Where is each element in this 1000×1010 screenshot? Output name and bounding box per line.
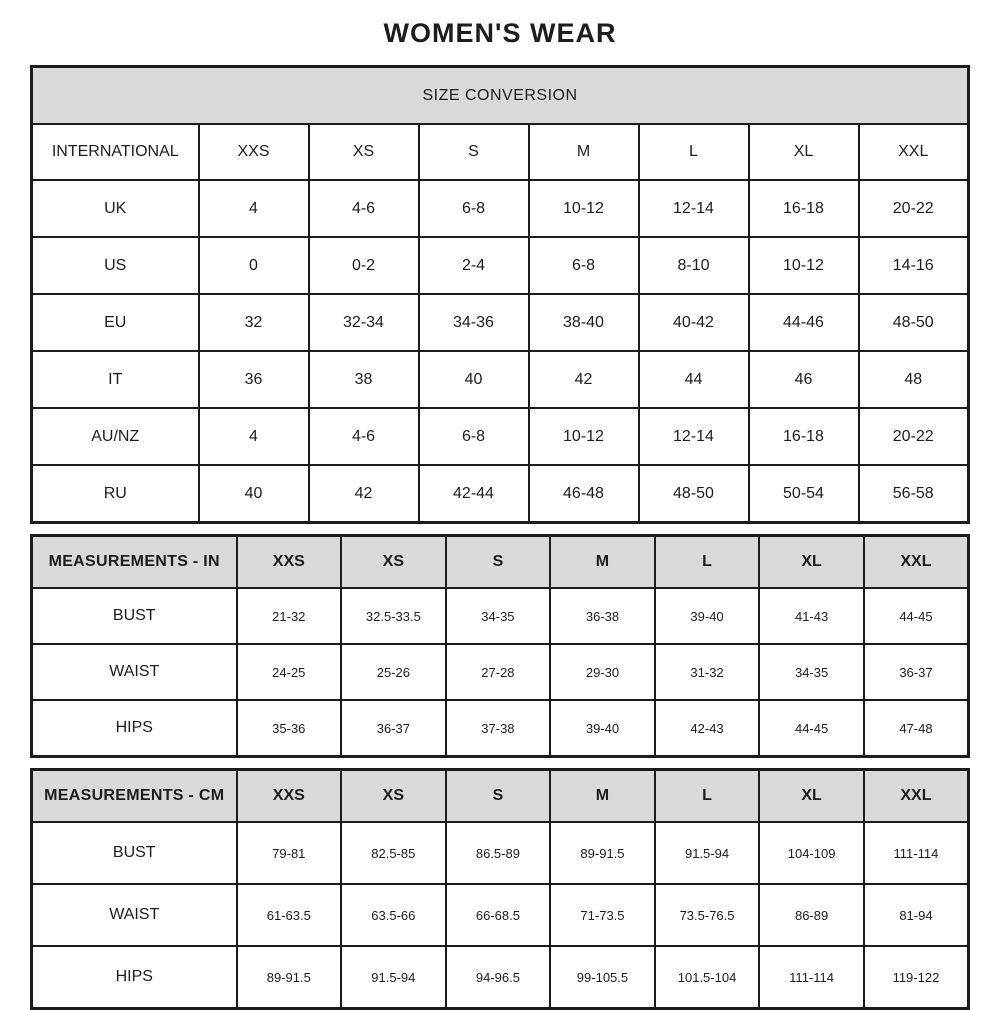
value-cell: 34-35 bbox=[446, 588, 551, 644]
measurements-in-title: MEASUREMENTS - IN bbox=[32, 536, 237, 589]
value-cell: 0 bbox=[199, 237, 309, 294]
value-cell: 6-8 bbox=[419, 180, 529, 237]
value-cell: 32 bbox=[199, 294, 309, 351]
row-label: EU bbox=[32, 294, 199, 351]
value-cell: 47-48 bbox=[864, 700, 969, 757]
row-label: WAIST bbox=[32, 884, 237, 946]
value-cell: 14-16 bbox=[859, 237, 969, 294]
value-cell: 39-40 bbox=[550, 700, 655, 757]
row-label: HIPS bbox=[32, 700, 237, 757]
measurements-in-header-row bbox=[32, 536, 969, 589]
size-header: XXL bbox=[864, 770, 969, 823]
size-header: M bbox=[550, 536, 655, 589]
value-cell: 31-32 bbox=[655, 644, 760, 700]
value-cell: 61-63.5 bbox=[237, 884, 342, 946]
value-cell: 42 bbox=[529, 351, 639, 408]
value-cell: 79-81 bbox=[237, 822, 342, 884]
value-cell: 32.5-33.5 bbox=[341, 588, 446, 644]
value-cell: 12-14 bbox=[639, 408, 749, 465]
value-cell: 86-89 bbox=[759, 884, 864, 946]
value-cell: 44-45 bbox=[759, 700, 864, 757]
measurements-in-table bbox=[30, 534, 970, 758]
table-row bbox=[32, 237, 969, 294]
value-cell: 32-34 bbox=[309, 294, 419, 351]
value-cell: 10-12 bbox=[749, 237, 859, 294]
row-label: UK bbox=[32, 180, 199, 237]
value-cell: 6-8 bbox=[529, 237, 639, 294]
value-cell: 6-8 bbox=[419, 408, 529, 465]
row-label: AU/NZ bbox=[32, 408, 199, 465]
value-cell: 73.5-76.5 bbox=[655, 884, 760, 946]
value-cell: 99-105.5 bbox=[550, 946, 655, 1009]
value-cell: 40-42 bbox=[639, 294, 749, 351]
value-cell: 66-68.5 bbox=[446, 884, 551, 946]
value-cell: 25-26 bbox=[341, 644, 446, 700]
table-band-header-row bbox=[32, 67, 969, 125]
value-cell: 48 bbox=[859, 351, 969, 408]
value-cell: 89-91.5 bbox=[550, 822, 655, 884]
column-header: M bbox=[529, 124, 639, 180]
value-cell: 71-73.5 bbox=[550, 884, 655, 946]
size-header: XXS bbox=[237, 770, 342, 823]
value-cell: 4 bbox=[199, 180, 309, 237]
column-header-row bbox=[32, 124, 969, 180]
value-cell: 4-6 bbox=[309, 180, 419, 237]
value-cell: 2-4 bbox=[419, 237, 529, 294]
size-header: S bbox=[446, 770, 551, 823]
value-cell: 12-14 bbox=[639, 180, 749, 237]
measurements-cm-header-row bbox=[32, 770, 969, 823]
value-cell: 48-50 bbox=[639, 465, 749, 523]
measurements-cm-title: MEASUREMENTS - CM bbox=[32, 770, 237, 823]
size-conversion-table bbox=[30, 65, 970, 524]
value-cell: 20-22 bbox=[859, 180, 969, 237]
value-cell: 34-36 bbox=[419, 294, 529, 351]
size-conversion-title: SIZE CONVERSION bbox=[32, 67, 969, 125]
value-cell: 91.5-94 bbox=[341, 946, 446, 1009]
row-label: RU bbox=[32, 465, 199, 523]
value-cell: 119-122 bbox=[864, 946, 969, 1009]
column-header: XXL bbox=[859, 124, 969, 180]
value-cell: 4-6 bbox=[309, 408, 419, 465]
value-cell: 39-40 bbox=[655, 588, 760, 644]
row-label: IT bbox=[32, 351, 199, 408]
table-row bbox=[32, 822, 969, 884]
table-row bbox=[32, 408, 969, 465]
column-header: XXS bbox=[199, 124, 309, 180]
page-title: WOMEN'S WEAR bbox=[383, 18, 617, 48]
value-cell: 46 bbox=[749, 351, 859, 408]
value-cell: 0-2 bbox=[309, 237, 419, 294]
row-label: US bbox=[32, 237, 199, 294]
size-header: XXS bbox=[237, 536, 342, 589]
value-cell: 10-12 bbox=[529, 180, 639, 237]
size-header: XXL bbox=[864, 536, 969, 589]
table-row bbox=[32, 588, 969, 644]
size-header: L bbox=[655, 770, 760, 823]
value-cell: 101.5-104 bbox=[655, 946, 760, 1009]
row-label: BUST bbox=[32, 588, 237, 644]
size-header: XS bbox=[341, 770, 446, 823]
value-cell: 40 bbox=[199, 465, 309, 523]
value-cell: 36 bbox=[199, 351, 309, 408]
value-cell: 20-22 bbox=[859, 408, 969, 465]
value-cell: 94-96.5 bbox=[446, 946, 551, 1009]
value-cell: 29-30 bbox=[550, 644, 655, 700]
measurements-cm-table bbox=[30, 768, 970, 1010]
row-label: HIPS bbox=[32, 946, 237, 1009]
value-cell: 21-32 bbox=[237, 588, 342, 644]
column-header: XS bbox=[309, 124, 419, 180]
size-header: M bbox=[550, 770, 655, 823]
value-cell: 81-94 bbox=[864, 884, 969, 946]
value-cell: 111-114 bbox=[864, 822, 969, 884]
value-cell: 38 bbox=[309, 351, 419, 408]
value-cell: 46-48 bbox=[529, 465, 639, 523]
value-cell: 24-25 bbox=[237, 644, 342, 700]
value-cell: 27-28 bbox=[446, 644, 551, 700]
column-header: L bbox=[639, 124, 749, 180]
table-row bbox=[32, 884, 969, 946]
value-cell: 86.5-89 bbox=[446, 822, 551, 884]
table-row bbox=[32, 946, 969, 1009]
value-cell: 44-46 bbox=[749, 294, 859, 351]
table-row bbox=[32, 465, 969, 523]
value-cell: 36-37 bbox=[864, 644, 969, 700]
value-cell: 89-91.5 bbox=[237, 946, 342, 1009]
value-cell: 56-58 bbox=[859, 465, 969, 523]
value-cell: 37-38 bbox=[446, 700, 551, 757]
column-header: XL bbox=[749, 124, 859, 180]
value-cell: 41-43 bbox=[759, 588, 864, 644]
value-cell: 63.5-66 bbox=[341, 884, 446, 946]
value-cell: 48-50 bbox=[859, 294, 969, 351]
size-header: XS bbox=[341, 536, 446, 589]
column-header: S bbox=[419, 124, 529, 180]
value-cell: 10-12 bbox=[529, 408, 639, 465]
value-cell: 91.5-94 bbox=[655, 822, 760, 884]
row-label: BUST bbox=[32, 822, 237, 884]
value-cell: 44-45 bbox=[864, 588, 969, 644]
value-cell: 16-18 bbox=[749, 408, 859, 465]
value-cell: 44 bbox=[639, 351, 749, 408]
value-cell: 4 bbox=[199, 408, 309, 465]
value-cell: 42 bbox=[309, 465, 419, 523]
size-header: S bbox=[446, 536, 551, 589]
value-cell: 8-10 bbox=[639, 237, 749, 294]
table-row bbox=[32, 180, 969, 237]
value-cell: 35-36 bbox=[237, 700, 342, 757]
value-cell: 111-114 bbox=[759, 946, 864, 1009]
column-header: INTERNATIONAL bbox=[32, 124, 199, 180]
table-row bbox=[32, 351, 969, 408]
value-cell: 42-43 bbox=[655, 700, 760, 757]
table-row bbox=[32, 700, 969, 757]
value-cell: 50-54 bbox=[749, 465, 859, 523]
size-header: XL bbox=[759, 536, 864, 589]
value-cell: 42-44 bbox=[419, 465, 529, 523]
size-header: L bbox=[655, 536, 760, 589]
value-cell: 40 bbox=[419, 351, 529, 408]
value-cell: 104-109 bbox=[759, 822, 864, 884]
table-row bbox=[32, 294, 969, 351]
row-label: WAIST bbox=[32, 644, 237, 700]
value-cell: 38-40 bbox=[529, 294, 639, 351]
value-cell: 36-38 bbox=[550, 588, 655, 644]
value-cell: 34-35 bbox=[759, 644, 864, 700]
value-cell: 36-37 bbox=[341, 700, 446, 757]
value-cell: 16-18 bbox=[749, 180, 859, 237]
value-cell: 82.5-85 bbox=[341, 822, 446, 884]
table-row bbox=[32, 644, 969, 700]
size-header: XL bbox=[759, 770, 864, 823]
